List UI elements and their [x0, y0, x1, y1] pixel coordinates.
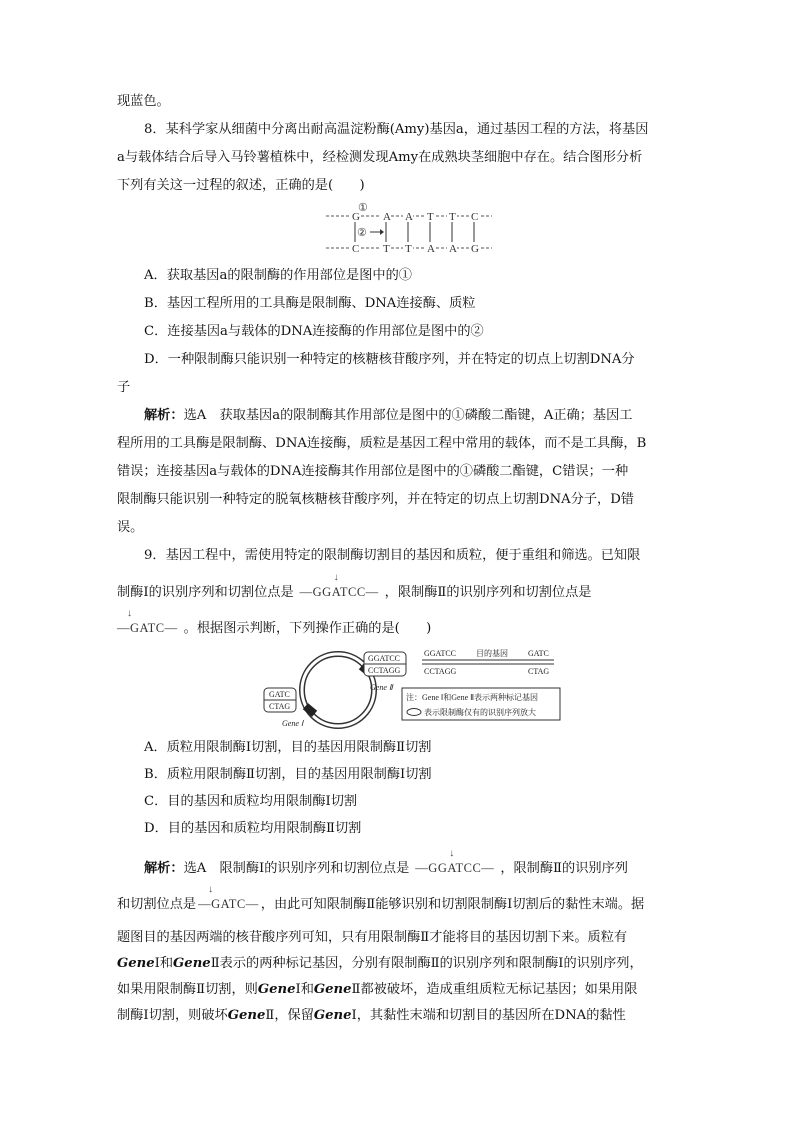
answer-8-text: 选A 获取基因a的限制酶其作用部位是图中的①磷酸二酯键，A正确；基因工	[183, 408, 633, 423]
frag-left-top: GGATCC	[424, 649, 457, 658]
dna-top-base: A	[405, 211, 413, 223]
dna-bottom-base: T	[383, 243, 390, 255]
answer-9-text-b: ，限制酶Ⅱ的识别序列	[500, 861, 628, 876]
option-8-C: C．连接基因a与载体的DNA连接酶的作用部位是图中的②	[144, 324, 484, 339]
question-9-line3	[117, 608, 679, 643]
option-9-B: B．质粒用限制酶Ⅱ切割，目的基因用限制酶Ⅰ切割	[144, 767, 432, 782]
answer-9-line4: GeneⅠ和GeneⅡ表示的两种标记基因，分别有限制酶Ⅱ的识别序列和限制酶Ⅰ的识别序列，	[117, 956, 643, 971]
option-8-A: A．获取基因a的限制酶的作用部位是图中的①	[144, 268, 412, 283]
frag-right-top: GATC	[528, 649, 549, 658]
answer-label: 解析：	[144, 408, 184, 423]
option-9-C: C．目的基因和质粒均用限制酶Ⅰ切割	[144, 794, 358, 809]
answer-8-line2: 程所用的工具酶是限制酶、DNA连接酶，质粒是基因工程中常用的载体，而不是工具酶，B	[117, 436, 647, 451]
frag-middle-label: 目的基因	[476, 649, 508, 658]
dna-bottom-base: G	[471, 243, 479, 255]
dna-bottom-base: A	[427, 243, 435, 255]
cut-arrow-icon: ↓	[127, 608, 133, 619]
dna-top-base: G	[352, 211, 360, 223]
question-8-line3: 下列有关这一过程的叙述，正确的是( )	[117, 178, 365, 193]
dna-bottom-base: T	[405, 243, 412, 255]
dna-bottom-base: A	[449, 243, 457, 255]
dna-top-base: C	[471, 211, 479, 223]
option-9-A: A．质粒用限制酶Ⅰ切割，目的基因用限制酶Ⅱ切割	[144, 740, 432, 755]
question-8-line2: a与载体结合后导入马铃薯植株中，经检测发现Amy在成熟块茎细胞中存在。结合图形分析	[117, 150, 643, 165]
q9-text-a: 制酶Ⅰ的识别序列和切割位点是	[117, 585, 294, 600]
enzyme1-sequence: ↓ —GGATCC—	[415, 854, 494, 882]
gene1-label: Gene Ⅰ	[282, 719, 304, 728]
answer-9-line2: 和切割位点是 ↓ —GATC— ，由此可知限制酶Ⅱ能够识别和切割限制酶Ⅰ切割后的黏性末端。据	[117, 890, 679, 919]
question-9-line2	[117, 572, 679, 607]
option-8-D-line1: D．一种限制酶只能识别一种特定的核糖核苷酸序列，并在特定的切点上切割DNA分	[144, 352, 635, 367]
option-9-D: D．目的基因和质粒均用限制酶Ⅱ切割	[144, 821, 362, 836]
plasmid-box-left-2: CTAG	[269, 702, 291, 711]
cut-arrow-icon: ↓	[208, 884, 214, 895]
plasmid-box-top-1: GGATCC	[368, 654, 401, 663]
answer-8-line3: 错误；连接基因a与载体的DNA连接酶其作用部位是图中的①磷酸二酯键，C错误；一种	[117, 464, 629, 479]
plasmid-box-left-1: GATC	[269, 690, 290, 699]
answer-9-text-a: 选A 限制酶Ⅰ的识别序列和切割位点是	[183, 861, 410, 876]
question-9-line1: 9．基因工程中，需使用特定的限制酶切割目的基因和质粒，便于重组和筛选。已知限	[144, 548, 641, 563]
cut-arrow-icon: ↓	[333, 572, 340, 583]
option-8-B: B．基因工程所用的工具酶是限制酶、DNA连接酶、质粒	[144, 296, 476, 311]
plasmid-figure	[262, 646, 582, 732]
answer-label: 解析：	[144, 861, 184, 876]
q9-text-c: 。根据图示判断，下列操作正确的是( )	[183, 621, 432, 636]
enzyme1-sequence: ↓ —GGATCC—	[300, 578, 379, 606]
enzyme2-sequence: ↓ —GATC—	[198, 890, 259, 918]
frag-left-bottom: CCTAGG	[424, 667, 457, 676]
frag-right-bottom: CTAG	[528, 667, 550, 676]
answer-8-line5: 误。	[117, 520, 144, 535]
dna-bottom-base: C	[352, 243, 360, 255]
answer-8-line4: 限制酶只能识别一种特定的脱氧核糖核苷酸序列，并在特定的切点上切割DNA分子，D错	[117, 492, 634, 507]
answer-8-line1	[144, 402, 679, 430]
answer-9-line3: 题图目的基因两端的核苷酸序列可知，只有用限制酶Ⅱ才能将目的基因切割下来。质粒有	[117, 930, 628, 945]
text-line: 现蓝色。	[117, 94, 170, 109]
dna-top-base: A	[383, 211, 391, 223]
enzyme2-sequence: ↓ —GATC—	[117, 614, 178, 642]
q9-text-b: ，限制酶Ⅱ的识别序列和切割位点是	[384, 585, 592, 600]
note-line2: 表示限制酶仅有的识别序列放大	[424, 708, 536, 717]
answer-9-line6: 制酶Ⅰ切割，则破坏GeneⅡ，保留GeneⅠ，其黏性末端和切割目的基因所在DNA的黏性	[117, 1008, 626, 1023]
plasmid-box-top-2: CCTAGG	[368, 666, 401, 675]
answer-9-line1	[144, 848, 679, 883]
question-8-line1: 8．某科学家从细菌中分离出耐高温淀粉酶(Amy)基因a，通过基因工程的方法，将基因	[144, 122, 649, 137]
option-8-D-line2: 子	[117, 380, 131, 395]
dna-top-base: T	[427, 211, 434, 223]
answer-9-line5: 如果用限制酶Ⅱ切割，则GeneⅠ和GeneⅡ都被破坏，造成重组质粒无标记基因；如果用限	[117, 982, 638, 997]
dna-strand-diagram	[322, 200, 498, 258]
note-line1: 注：Gene Ⅰ和Gene Ⅱ表示两种标记基因	[406, 693, 539, 702]
dna-top-base: T	[449, 211, 456, 223]
dna-mark-1: ①	[358, 202, 368, 214]
cut-arrow-icon: ↓	[449, 848, 455, 859]
gene2-label: Gene Ⅱ	[370, 683, 393, 692]
dna-mark-2: ②	[357, 227, 367, 239]
